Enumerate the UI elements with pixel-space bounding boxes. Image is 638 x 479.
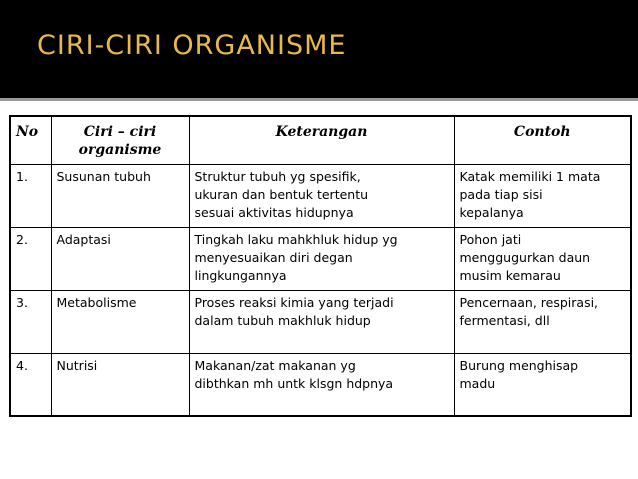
header-contoh: Contoh xyxy=(454,116,631,164)
table-row xyxy=(10,353,631,416)
header-ciri-line2: organisme xyxy=(78,142,162,158)
table-row xyxy=(10,290,631,353)
contoh-line: Pohon jati xyxy=(459,231,522,247)
cell-no: 3. xyxy=(10,290,51,353)
cell-keterangan xyxy=(189,227,454,290)
slide-title: CIRI-CIRI ORGANISME xyxy=(37,30,347,61)
header-keterangan: Keterangan xyxy=(189,116,454,164)
contoh-line: pada tiap sisi xyxy=(459,186,543,202)
keterangan-line: Makanan/zat makanan yg xyxy=(194,357,356,373)
cell-no: 2. xyxy=(10,227,51,290)
keterangan-line: dibthkan mh untk klsgn hdpnya xyxy=(194,375,394,391)
title-bar xyxy=(0,0,638,101)
contoh-line: madu xyxy=(459,375,496,391)
keterangan-line: Struktur tubuh yg spesifik, xyxy=(194,168,361,184)
table-row xyxy=(10,164,631,227)
table-header-row xyxy=(10,116,631,164)
cell-contoh xyxy=(454,227,631,290)
contoh-line: fermentasi, dll xyxy=(459,312,550,328)
cell-ciri: Metabolisme xyxy=(51,290,189,353)
cell-keterangan xyxy=(189,290,454,353)
contoh-line: kepalanya xyxy=(459,204,524,220)
keterangan-line: lingkungannya xyxy=(194,267,287,283)
cell-no: 4. xyxy=(10,353,51,416)
keterangan-line: Tingkah laku mahkhluk hidup yg xyxy=(194,231,398,247)
table-row xyxy=(10,227,631,290)
contoh-line: musim kemarau xyxy=(459,267,561,283)
contoh-line: Burung menghisap xyxy=(459,357,579,373)
cell-ciri: Nutrisi xyxy=(51,353,189,416)
keterangan-line: Proses reaksi kimia yang terjadi xyxy=(194,294,394,310)
keterangan-line: sesuai aktivitas hidupnya xyxy=(194,204,354,220)
cell-no: 1. xyxy=(10,164,51,227)
header-ciri-organisme xyxy=(51,116,189,164)
keterangan-line: dalam tubuh makhluk hidup xyxy=(194,312,371,328)
cell-keterangan xyxy=(189,164,454,227)
contoh-line: Pencernaan, respirasi, xyxy=(459,294,599,310)
keterangan-line: ukuran dan bentuk tertentu xyxy=(194,186,369,202)
cell-contoh xyxy=(454,164,631,227)
cell-ciri: Adaptasi xyxy=(51,227,189,290)
cell-ciri: Susunan tubuh xyxy=(51,164,189,227)
contoh-line: Katak memiliki 1 mata xyxy=(459,168,601,184)
cell-keterangan xyxy=(189,353,454,416)
header-no: No xyxy=(10,116,51,164)
cell-contoh xyxy=(454,290,631,353)
header-ciri-line1: Ciri – ciri xyxy=(83,124,157,140)
organism-traits-table xyxy=(9,115,632,417)
contoh-line: menggugurkan daun xyxy=(459,249,591,265)
keterangan-line: menyesuaikan diri degan xyxy=(194,249,353,265)
cell-contoh xyxy=(454,353,631,416)
